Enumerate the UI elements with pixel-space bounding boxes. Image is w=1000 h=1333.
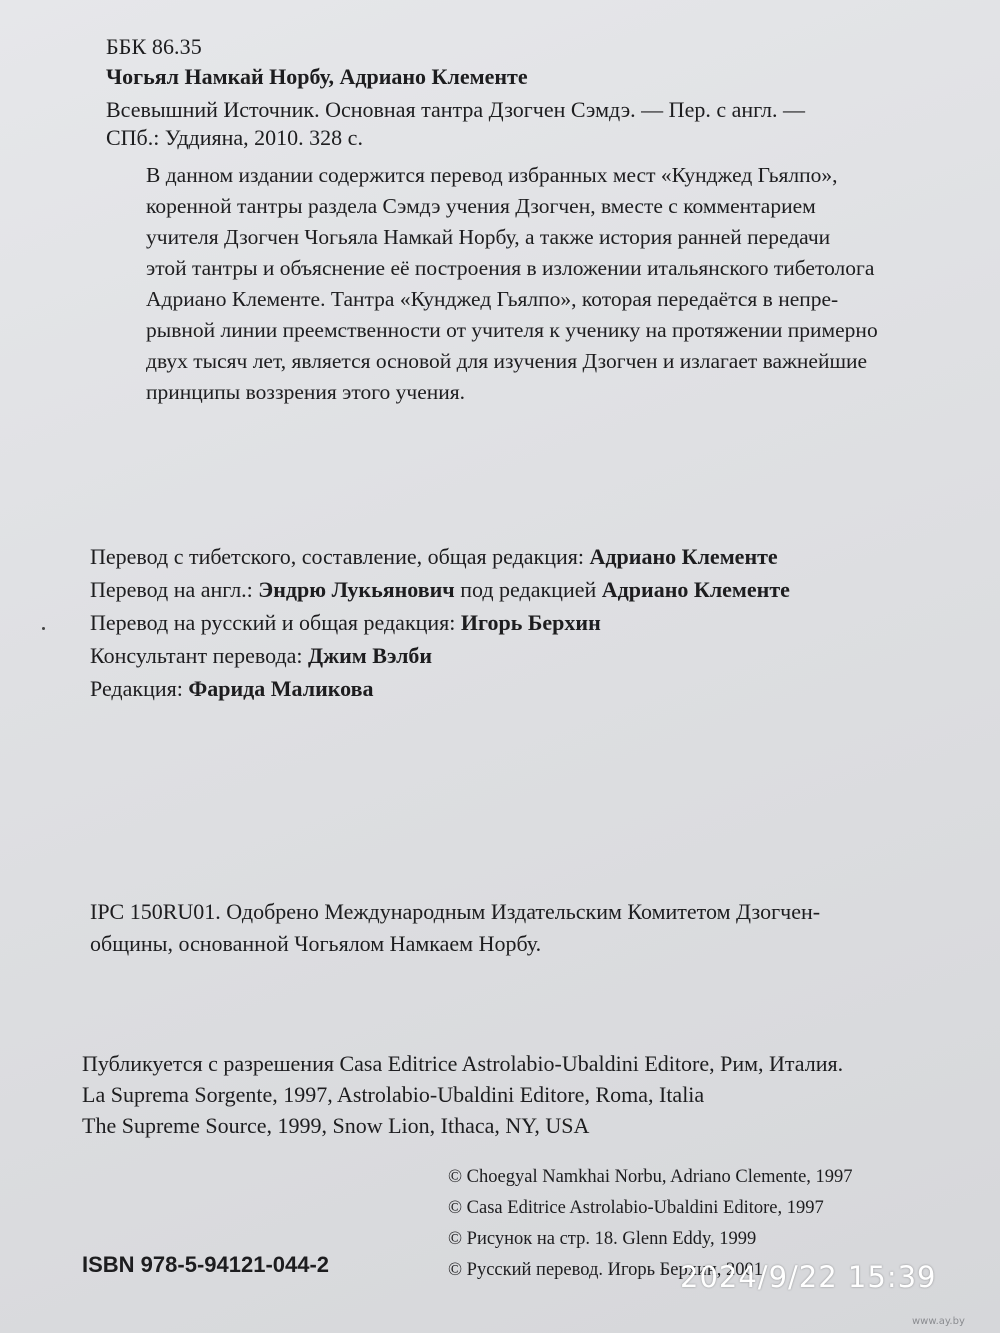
credit-name: Джим Вэлби — [308, 643, 433, 668]
permission-line: La Suprema Sorgente, 1997, Astrolabio-Ubaldini Editore, Roma, Italia — [82, 1082, 705, 1107]
permission-line: The Supreme Source, 1999, Snow Lion, Ithaca, NY, USA — [82, 1113, 590, 1138]
ipc-line: IPC 150RU01. Одобрено Международным Издательским Комитетом Дзогчен- — [90, 899, 821, 924]
abstract-line: этой тантры и объяснение её построения в изложении итальянского тибетолога — [146, 256, 875, 280]
site-watermark: www.ay.by — [912, 1316, 965, 1327]
copyright-line: © Рисунок на стр. 18. Glenn Eddy, 1999 — [448, 1229, 757, 1249]
abstract-line: принципы воззрения этого учения. — [146, 380, 466, 404]
margin-speck — [42, 627, 45, 630]
bbk-code: ББК 86.35 — [106, 34, 202, 59]
credit-row — [90, 540, 790, 573]
permission-line: Публикуется с разрешения Casa Editrice Astrolabio-Ubaldini Editore, Рим, Италия. — [82, 1051, 844, 1076]
permissions-block — [82, 1048, 843, 1141]
credit-name: Игорь Берхин — [460, 610, 601, 635]
credit-row — [90, 573, 790, 606]
authors-line: Чогьял Намкай Норбу, Адриано Клементе — [106, 64, 528, 89]
credit-label: Перевод на англ.: — [90, 577, 259, 602]
abstract-line: рывной линии преемственности от учителя к ученику на протяжении примерно — [146, 318, 878, 342]
copyright-line: © Русский перевод. Игорь Берхин, 2001 — [448, 1260, 764, 1280]
abstract-line: коренной тантры раздела Сэмдэ учения Дзогчен, вместе с комментарием — [146, 194, 816, 218]
copyright-line: © Casa Editrice Astrolabio-Ubaldini Editore, 1997 — [448, 1198, 824, 1218]
credit-name: Фарида Маликова — [188, 676, 374, 701]
ipc-line: общины, основанной Чогьялом Намкаем Норбу. — [90, 931, 542, 956]
credit-label: Редакция: — [90, 676, 189, 701]
abstract-line: учителя Дзогчен Чогьяла Намкай Норбу, а также история ранней передачи — [146, 225, 831, 249]
abstract-line: В данном издании содержится перевод избранных мест «Кунджед Гьялпо», — [146, 163, 838, 187]
copyright-line: © Choegyal Namkhai Norbu, Adriano Clemente, 1997 — [448, 1167, 853, 1187]
photo-date-stamp: 2024/9/22 15:39 — [680, 1260, 937, 1294]
credit-label: Перевод с тибетского, составление, общая редакция: — [90, 544, 590, 569]
credit-label: Перевод на русский и общая редакция: — [90, 610, 461, 635]
abstract-paragraph — [146, 160, 878, 408]
credit-row — [90, 672, 790, 705]
credit-label: Консультант перевода: — [90, 643, 309, 668]
publication-line: СПб.: Уддияна, 2010. 328 с. — [106, 125, 363, 150]
ipc-note — [90, 896, 820, 960]
credit-name: Эндрю Лукьянович — [258, 577, 455, 602]
credit-name: Адриано Клементе — [601, 577, 790, 602]
credit-row — [90, 639, 790, 672]
title-line: Всевышний Источник. Основная тантра Дзогчен Сэмдэ. — Пер. с англ. — — [106, 97, 806, 122]
credit-row — [90, 606, 790, 639]
isbn-number: ISBN 978-5-94121-044-2 — [82, 1252, 330, 1277]
credits-block — [90, 540, 790, 705]
credit-mid: под редакцией — [454, 577, 602, 602]
abstract-line: двух тысяч лет, является основой для изучения Дзогчен и излагает важнейшие — [146, 349, 868, 373]
credit-name: Адриано Клементе — [589, 544, 778, 569]
abstract-line: Адриано Клементе. Тантра «Кунджед Гьялпо», которая передаётся в непре- — [146, 287, 839, 311]
